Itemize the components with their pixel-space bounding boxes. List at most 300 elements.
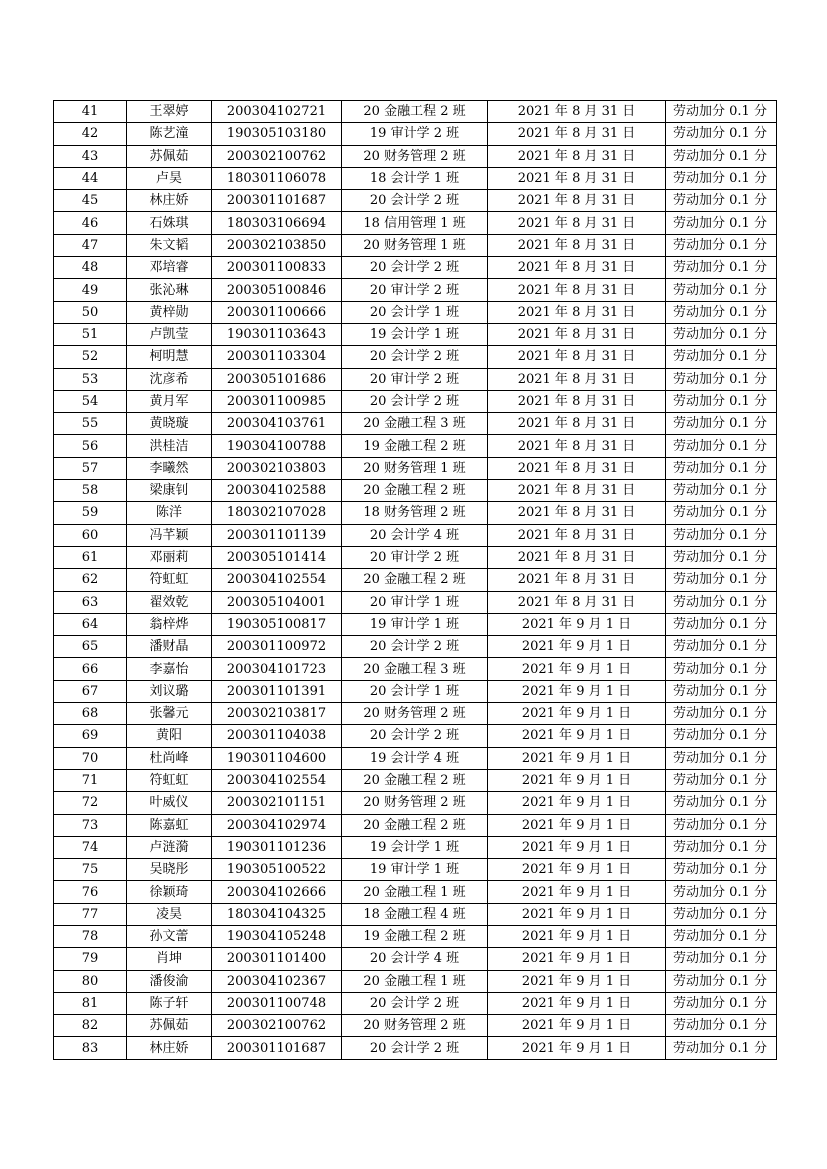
- cell-index: 42: [54, 123, 127, 145]
- cell-name: 黄月军: [127, 390, 212, 412]
- table-row: [54, 769, 777, 791]
- cell-class: 20 金融工程 1 班: [342, 970, 488, 992]
- cell-class: 20 会计学 2 班: [342, 190, 488, 212]
- cell-student-id: 200305100846: [212, 279, 342, 301]
- cell-index: 60: [54, 524, 127, 546]
- cell-student-id: 200301100833: [212, 257, 342, 279]
- cell-index: 44: [54, 167, 127, 189]
- cell-name: 卢昊: [127, 167, 212, 189]
- cell-name: 李嘉怡: [127, 658, 212, 680]
- cell-date: 2021 年 8 月 31 日: [488, 101, 666, 123]
- cell-date: 2021 年 8 月 31 日: [488, 502, 666, 524]
- table-row: [54, 480, 777, 502]
- cell-name: 卢凯莹: [127, 323, 212, 345]
- cell-name: 陈艺潼: [127, 123, 212, 145]
- cell-class: 20 金融工程 2 班: [342, 769, 488, 791]
- table-row: [54, 323, 777, 345]
- cell-note: 劳动加分 0.1 分: [666, 234, 777, 256]
- cell-name: 翟效乾: [127, 591, 212, 613]
- cell-index: 62: [54, 569, 127, 591]
- cell-note: 劳动加分 0.1 分: [666, 346, 777, 368]
- cell-class: 20 会计学 2 班: [342, 636, 488, 658]
- cell-name: 肖坤: [127, 948, 212, 970]
- cell-index: 72: [54, 792, 127, 814]
- cell-index: 71: [54, 769, 127, 791]
- cell-student-id: 200301101687: [212, 1037, 342, 1059]
- cell-date: 2021 年 8 月 31 日: [488, 569, 666, 591]
- cell-student-id: 200302100762: [212, 145, 342, 167]
- cell-name: 徐颖琦: [127, 881, 212, 903]
- cell-note: 劳动加分 0.1 分: [666, 390, 777, 412]
- cell-date: 2021 年 9 月 1 日: [488, 636, 666, 658]
- cell-note: 劳动加分 0.1 分: [666, 323, 777, 345]
- cell-index: 50: [54, 301, 127, 323]
- cell-note: 劳动加分 0.1 分: [666, 992, 777, 1014]
- table-row: [54, 613, 777, 635]
- cell-index: 55: [54, 413, 127, 435]
- cell-name: 冯芊颖: [127, 524, 212, 546]
- cell-date: 2021 年 9 月 1 日: [488, 680, 666, 702]
- cell-date: 2021 年 8 月 31 日: [488, 457, 666, 479]
- cell-index: 83: [54, 1037, 127, 1059]
- cell-note: 劳动加分 0.1 分: [666, 792, 777, 814]
- table-row: [54, 502, 777, 524]
- cell-student-id: 200305101686: [212, 368, 342, 390]
- cell-name: 苏佩茹: [127, 1015, 212, 1037]
- cell-class: 19 金融工程 2 班: [342, 435, 488, 457]
- cell-student-id: 200304102666: [212, 881, 342, 903]
- cell-date: 2021 年 9 月 1 日: [488, 992, 666, 1014]
- cell-index: 77: [54, 903, 127, 925]
- cell-index: 65: [54, 636, 127, 658]
- cell-class: 20 财务管理 2 班: [342, 145, 488, 167]
- cell-student-id: 200304102554: [212, 769, 342, 791]
- cell-note: 劳动加分 0.1 分: [666, 257, 777, 279]
- cell-class: 20 会计学 2 班: [342, 725, 488, 747]
- table-row: [54, 167, 777, 189]
- cell-class: 20 会计学 2 班: [342, 257, 488, 279]
- cell-class: 18 会计学 1 班: [342, 167, 488, 189]
- cell-note: 劳动加分 0.1 分: [666, 480, 777, 502]
- cell-name: 陈子轩: [127, 992, 212, 1014]
- cell-note: 劳动加分 0.1 分: [666, 747, 777, 769]
- cell-student-id: 180303106694: [212, 212, 342, 234]
- cell-student-id: 200304102367: [212, 970, 342, 992]
- cell-index: 61: [54, 546, 127, 568]
- cell-name: 刘议璐: [127, 680, 212, 702]
- cell-note: 劳动加分 0.1 分: [666, 948, 777, 970]
- cell-class: 20 财务管理 1 班: [342, 234, 488, 256]
- cell-class: 20 会计学 1 班: [342, 680, 488, 702]
- cell-class: 20 审计学 2 班: [342, 279, 488, 301]
- cell-name: 王翠婷: [127, 101, 212, 123]
- cell-class: 19 金融工程 2 班: [342, 925, 488, 947]
- cell-class: 19 会计学 1 班: [342, 836, 488, 858]
- table-row: [54, 1037, 777, 1059]
- cell-student-id: 200304102554: [212, 569, 342, 591]
- cell-date: 2021 年 8 月 31 日: [488, 368, 666, 390]
- cell-note: 劳动加分 0.1 分: [666, 1037, 777, 1059]
- cell-date: 2021 年 9 月 1 日: [488, 725, 666, 747]
- cell-index: 52: [54, 346, 127, 368]
- cell-date: 2021 年 9 月 1 日: [488, 948, 666, 970]
- cell-note: 劳动加分 0.1 分: [666, 212, 777, 234]
- table-row: [54, 413, 777, 435]
- cell-date: 2021 年 8 月 31 日: [488, 234, 666, 256]
- cell-name: 陈洋: [127, 502, 212, 524]
- cell-date: 2021 年 8 月 31 日: [488, 435, 666, 457]
- table-row: [54, 390, 777, 412]
- table-row: [54, 658, 777, 680]
- table-row: [54, 636, 777, 658]
- cell-student-id: 180304104325: [212, 903, 342, 925]
- cell-index: 75: [54, 859, 127, 881]
- cell-date: 2021 年 8 月 31 日: [488, 546, 666, 568]
- table-row: [54, 903, 777, 925]
- cell-date: 2021 年 8 月 31 日: [488, 279, 666, 301]
- cell-student-id: 190301101236: [212, 836, 342, 858]
- cell-index: 43: [54, 145, 127, 167]
- cell-student-id: 200305101414: [212, 546, 342, 568]
- table-row: [54, 948, 777, 970]
- cell-class: 18 财务管理 2 班: [342, 502, 488, 524]
- table-row: [54, 970, 777, 992]
- cell-note: 劳动加分 0.1 分: [666, 859, 777, 881]
- cell-class: 20 金融工程 2 班: [342, 480, 488, 502]
- cell-student-id: 180301106078: [212, 167, 342, 189]
- cell-note: 劳动加分 0.1 分: [666, 1015, 777, 1037]
- cell-student-id: 200301100972: [212, 636, 342, 658]
- cell-index: 54: [54, 390, 127, 412]
- table-row: [54, 747, 777, 769]
- cell-index: 47: [54, 234, 127, 256]
- cell-note: 劳动加分 0.1 分: [666, 368, 777, 390]
- cell-name: 黄梓勋: [127, 301, 212, 323]
- cell-date: 2021 年 9 月 1 日: [488, 747, 666, 769]
- cell-name: 洪桂洁: [127, 435, 212, 457]
- cell-index: 67: [54, 680, 127, 702]
- cell-date: 2021 年 8 月 31 日: [488, 323, 666, 345]
- cell-date: 2021 年 9 月 1 日: [488, 792, 666, 814]
- cell-note: 劳动加分 0.1 分: [666, 167, 777, 189]
- cell-class: 20 财务管理 2 班: [342, 792, 488, 814]
- cell-date: 2021 年 9 月 1 日: [488, 859, 666, 881]
- cell-index: 41: [54, 101, 127, 123]
- cell-class: 20 金融工程 3 班: [342, 658, 488, 680]
- cell-note: 劳动加分 0.1 分: [666, 502, 777, 524]
- cell-student-id: 200301101687: [212, 190, 342, 212]
- cell-name: 符虹虹: [127, 569, 212, 591]
- table-row: [54, 881, 777, 903]
- cell-index: 79: [54, 948, 127, 970]
- cell-class: 20 财务管理 2 班: [342, 1015, 488, 1037]
- cell-name: 朱文韬: [127, 234, 212, 256]
- cell-student-id: 200304103761: [212, 413, 342, 435]
- cell-name: 梁康钊: [127, 480, 212, 502]
- cell-index: 56: [54, 435, 127, 457]
- cell-student-id: 200302103850: [212, 234, 342, 256]
- table-row: [54, 792, 777, 814]
- cell-note: 劳动加分 0.1 分: [666, 836, 777, 858]
- cell-class: 19 审计学 1 班: [342, 613, 488, 635]
- cell-index: 48: [54, 257, 127, 279]
- cell-name: 潘财晶: [127, 636, 212, 658]
- cell-date: 2021 年 9 月 1 日: [488, 658, 666, 680]
- cell-date: 2021 年 9 月 1 日: [488, 613, 666, 635]
- cell-index: 46: [54, 212, 127, 234]
- cell-class: 20 金融工程 3 班: [342, 413, 488, 435]
- cell-note: 劳动加分 0.1 分: [666, 457, 777, 479]
- table-row: [54, 368, 777, 390]
- cell-name: 张沁琳: [127, 279, 212, 301]
- cell-note: 劳动加分 0.1 分: [666, 881, 777, 903]
- cell-date: 2021 年 8 月 31 日: [488, 413, 666, 435]
- cell-student-id: 190301103643: [212, 323, 342, 345]
- cell-date: 2021 年 8 月 31 日: [488, 524, 666, 546]
- cell-name: 黄晓璇: [127, 413, 212, 435]
- cell-date: 2021 年 9 月 1 日: [488, 970, 666, 992]
- cell-student-id: 190304105248: [212, 925, 342, 947]
- cell-index: 73: [54, 814, 127, 836]
- table-row: [54, 680, 777, 702]
- cell-name: 柯明慧: [127, 346, 212, 368]
- cell-index: 58: [54, 480, 127, 502]
- cell-class: 20 金融工程 1 班: [342, 881, 488, 903]
- cell-note: 劳动加分 0.1 分: [666, 301, 777, 323]
- cell-index: 63: [54, 591, 127, 613]
- cell-index: 59: [54, 502, 127, 524]
- cell-note: 劳动加分 0.1 分: [666, 613, 777, 635]
- cell-student-id: 200301101139: [212, 524, 342, 546]
- cell-class: 20 审计学 2 班: [342, 368, 488, 390]
- table-row: [54, 212, 777, 234]
- cell-note: 劳动加分 0.1 分: [666, 190, 777, 212]
- cell-note: 劳动加分 0.1 分: [666, 903, 777, 925]
- cell-date: 2021 年 9 月 1 日: [488, 1037, 666, 1059]
- cell-index: 49: [54, 279, 127, 301]
- cell-note: 劳动加分 0.1 分: [666, 279, 777, 301]
- cell-name: 黄阳: [127, 725, 212, 747]
- cell-name: 翁梓烨: [127, 613, 212, 635]
- table-row: [54, 435, 777, 457]
- table-row: [54, 279, 777, 301]
- cell-name: 石姝琪: [127, 212, 212, 234]
- cell-name: 叶威仪: [127, 792, 212, 814]
- table-row: [54, 457, 777, 479]
- cell-class: 18 信用管理 1 班: [342, 212, 488, 234]
- cell-date: 2021 年 9 月 1 日: [488, 703, 666, 725]
- cell-student-id: 200301101391: [212, 680, 342, 702]
- cell-index: 81: [54, 992, 127, 1014]
- cell-student-id: 200301104038: [212, 725, 342, 747]
- cell-class: 20 金融工程 2 班: [342, 101, 488, 123]
- cell-date: 2021 年 8 月 31 日: [488, 301, 666, 323]
- cell-name: 张馨元: [127, 703, 212, 725]
- cell-student-id: 180302107028: [212, 502, 342, 524]
- cell-name: 符虹虹: [127, 769, 212, 791]
- cell-student-id: 190305103180: [212, 123, 342, 145]
- cell-student-id: 200302100762: [212, 1015, 342, 1037]
- cell-date: 2021 年 8 月 31 日: [488, 390, 666, 412]
- cell-date: 2021 年 9 月 1 日: [488, 836, 666, 858]
- cell-index: 74: [54, 836, 127, 858]
- cell-date: 2021 年 9 月 1 日: [488, 1015, 666, 1037]
- table-row: [54, 992, 777, 1014]
- cell-name: 林庄娇: [127, 1037, 212, 1059]
- cell-student-id: 190305100817: [212, 613, 342, 635]
- cell-index: 51: [54, 323, 127, 345]
- cell-student-id: 200304102588: [212, 480, 342, 502]
- cell-index: 82: [54, 1015, 127, 1037]
- cell-date: 2021 年 8 月 31 日: [488, 190, 666, 212]
- cell-student-id: 200305104001: [212, 591, 342, 613]
- cell-date: 2021 年 8 月 31 日: [488, 212, 666, 234]
- cell-name: 邓培睿: [127, 257, 212, 279]
- table-row: [54, 925, 777, 947]
- cell-date: 2021 年 8 月 31 日: [488, 346, 666, 368]
- cell-student-id: 190305100522: [212, 859, 342, 881]
- cell-class: 19 审计学 1 班: [342, 859, 488, 881]
- table-row: [54, 1015, 777, 1037]
- cell-date: 2021 年 8 月 31 日: [488, 167, 666, 189]
- cell-date: 2021 年 9 月 1 日: [488, 769, 666, 791]
- cell-note: 劳动加分 0.1 分: [666, 435, 777, 457]
- cell-student-id: 190301104600: [212, 747, 342, 769]
- cell-date: 2021 年 8 月 31 日: [488, 123, 666, 145]
- cell-class: 19 会计学 4 班: [342, 747, 488, 769]
- cell-name: 卢涟漪: [127, 836, 212, 858]
- cell-student-id: 200304102721: [212, 101, 342, 123]
- cell-student-id: 200301100666: [212, 301, 342, 323]
- table-row: [54, 257, 777, 279]
- cell-note: 劳动加分 0.1 分: [666, 413, 777, 435]
- cell-index: 66: [54, 658, 127, 680]
- cell-class: 20 金融工程 2 班: [342, 569, 488, 591]
- cell-note: 劳动加分 0.1 分: [666, 636, 777, 658]
- cell-note: 劳动加分 0.1 分: [666, 925, 777, 947]
- table-row: [54, 123, 777, 145]
- cell-date: 2021 年 9 月 1 日: [488, 814, 666, 836]
- cell-date: 2021 年 8 月 31 日: [488, 480, 666, 502]
- cell-name: 潘俊渝: [127, 970, 212, 992]
- cell-note: 劳动加分 0.1 分: [666, 591, 777, 613]
- table-row: [54, 814, 777, 836]
- cell-name: 吴晓彤: [127, 859, 212, 881]
- cell-date: 2021 年 9 月 1 日: [488, 881, 666, 903]
- cell-student-id: 200301100748: [212, 992, 342, 1014]
- cell-index: 53: [54, 368, 127, 390]
- table-row: [54, 301, 777, 323]
- cell-date: 2021 年 9 月 1 日: [488, 925, 666, 947]
- cell-student-id: 200302103817: [212, 703, 342, 725]
- cell-note: 劳动加分 0.1 分: [666, 769, 777, 791]
- cell-student-id: 200302103803: [212, 457, 342, 479]
- cell-note: 劳动加分 0.1 分: [666, 814, 777, 836]
- cell-note: 劳动加分 0.1 分: [666, 658, 777, 680]
- cell-note: 劳动加分 0.1 分: [666, 524, 777, 546]
- cell-class: 20 会计学 2 班: [342, 1037, 488, 1059]
- cell-note: 劳动加分 0.1 分: [666, 145, 777, 167]
- table-row: [54, 591, 777, 613]
- cell-class: 20 会计学 1 班: [342, 301, 488, 323]
- cell-index: 69: [54, 725, 127, 747]
- cell-name: 沈彦希: [127, 368, 212, 390]
- cell-student-id: 200301100985: [212, 390, 342, 412]
- cell-index: 68: [54, 703, 127, 725]
- cell-index: 78: [54, 925, 127, 947]
- table-row: [54, 569, 777, 591]
- table-row: [54, 703, 777, 725]
- cell-class: 20 金融工程 2 班: [342, 814, 488, 836]
- cell-index: 76: [54, 881, 127, 903]
- cell-student-id: 200304102974: [212, 814, 342, 836]
- cell-student-id: 200301103304: [212, 346, 342, 368]
- table-row: [54, 524, 777, 546]
- table-row: [54, 190, 777, 212]
- table-row: [54, 101, 777, 123]
- cell-note: 劳动加分 0.1 分: [666, 970, 777, 992]
- cell-class: 20 财务管理 1 班: [342, 457, 488, 479]
- cell-student-id: 200304101723: [212, 658, 342, 680]
- cell-class: 20 会计学 2 班: [342, 390, 488, 412]
- cell-class: 19 会计学 1 班: [342, 323, 488, 345]
- cell-student-id: 200301101400: [212, 948, 342, 970]
- cell-date: 2021 年 8 月 31 日: [488, 145, 666, 167]
- cell-name: 林庄娇: [127, 190, 212, 212]
- cell-class: 20 审计学 2 班: [342, 546, 488, 568]
- cell-name: 李曦然: [127, 457, 212, 479]
- cell-student-id: 190304100788: [212, 435, 342, 457]
- cell-name: 苏佩茹: [127, 145, 212, 167]
- table-row: [54, 725, 777, 747]
- cell-class: 20 会计学 4 班: [342, 948, 488, 970]
- cell-date: 2021 年 9 月 1 日: [488, 903, 666, 925]
- cell-index: 57: [54, 457, 127, 479]
- cell-name: 陈嘉虹: [127, 814, 212, 836]
- cell-class: 20 会计学 4 班: [342, 524, 488, 546]
- record-table: [53, 100, 777, 1060]
- cell-class: 18 金融工程 4 班: [342, 903, 488, 925]
- cell-note: 劳动加分 0.1 分: [666, 123, 777, 145]
- table-row: [54, 234, 777, 256]
- cell-class: 20 会计学 2 班: [342, 992, 488, 1014]
- table-row: [54, 546, 777, 568]
- cell-date: 2021 年 8 月 31 日: [488, 591, 666, 613]
- cell-note: 劳动加分 0.1 分: [666, 680, 777, 702]
- table-row: [54, 346, 777, 368]
- cell-note: 劳动加分 0.1 分: [666, 546, 777, 568]
- cell-name: 凌昊: [127, 903, 212, 925]
- cell-index: 70: [54, 747, 127, 769]
- cell-index: 45: [54, 190, 127, 212]
- cell-note: 劳动加分 0.1 分: [666, 569, 777, 591]
- table-row: [54, 859, 777, 881]
- cell-student-id: 200302101151: [212, 792, 342, 814]
- cell-class: 20 财务管理 2 班: [342, 703, 488, 725]
- table-row: [54, 145, 777, 167]
- cell-name: 邓丽莉: [127, 546, 212, 568]
- cell-index: 64: [54, 613, 127, 635]
- record-table-body: [54, 101, 777, 1060]
- table-row: [54, 836, 777, 858]
- cell-note: 劳动加分 0.1 分: [666, 703, 777, 725]
- cell-date: 2021 年 8 月 31 日: [488, 257, 666, 279]
- cell-class: 20 审计学 1 班: [342, 591, 488, 613]
- cell-class: 19 审计学 2 班: [342, 123, 488, 145]
- cell-name: 杜尚峰: [127, 747, 212, 769]
- cell-name: 孙文蕾: [127, 925, 212, 947]
- cell-note: 劳动加分 0.1 分: [666, 725, 777, 747]
